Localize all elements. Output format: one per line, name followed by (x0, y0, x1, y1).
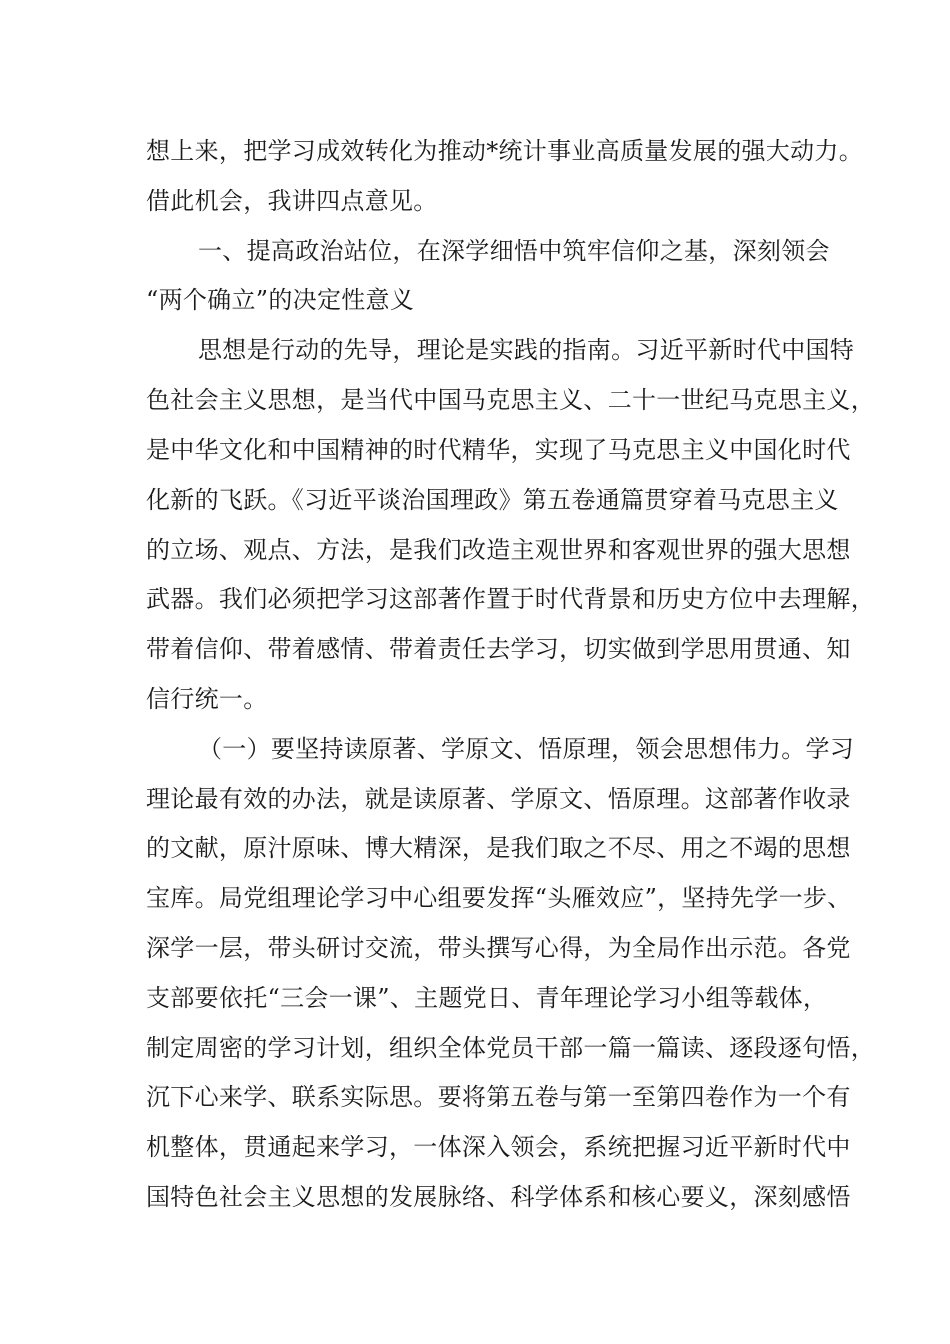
paragraph-line: 的立场、观点、方法，是我们改造主观世界和客观世界的强大思想 (146, 536, 851, 564)
paragraph-line: 思想是行动的先导，理论是实践的指南。习近平新时代中国特 (198, 336, 855, 364)
paragraph-line: 带着信仰、带着感情、带着责任去学习，切实做到学思用贯通、知 (146, 635, 851, 663)
paragraph-line: 理论最有效的办法，就是读原著、学原文、悟原理。这部著作收录 (146, 785, 851, 813)
paragraph-line: 的文献，原汁原味、博大精深，是我们取之不尽、用之不竭的思想 (146, 834, 851, 862)
paragraph-line: 深学一层，带头研讨交流，带头撰写心得，为全局作出示范。各党 (146, 934, 851, 962)
paragraph-line: 宝库。局党组理论学习中心组要发挥“头雁效应”，坚持先学一步、 (146, 884, 852, 912)
subsection-line: （一）要坚持读原著、学原文、悟原理，领会思想伟力。学习 (198, 735, 855, 763)
text-line: 想上来，把学习成效转化为推动*统计事业高质量发展的强大动力。 (146, 137, 863, 165)
paragraph-line: 化新的飞跃。《习近平谈治国理政》第五卷通篇贯穿着马克思主义 (146, 486, 839, 514)
paragraph-line: 色社会主义思想，是当代中国马克思主义、二十一世纪马克思主义， (146, 386, 875, 414)
paragraph-line: 沉下心来学、联系实际思。要将第五卷与第一至第四卷作为一个有 (146, 1083, 851, 1111)
section-heading: 一、提高政治站位，在深学细悟中筑牢信仰之基，深刻领会 (198, 237, 830, 265)
paragraph-line: 信行统一。 (146, 685, 268, 713)
paragraph-line: 是中华文化和中国精神的时代精华，实现了马克思主义中国化时代 (146, 436, 851, 464)
paragraph-line: 国特色社会主义思想的发展脉络、科学体系和核心要义，深刻感悟 (146, 1183, 851, 1211)
paragraph-line: 武器。我们必须把学习这部著作置于时代背景和历史方位中去理解， (146, 585, 875, 613)
text-line: 借此机会，我讲四点意见。 (146, 187, 438, 215)
section-heading: “两个确立”的决定性意义 (146, 286, 415, 314)
paragraph-line: 制定周密的学习计划，组织全体党员干部一篇一篇读、逐段逐句悟， (146, 1034, 875, 1062)
paragraph-line: 支部要依托“三会一课”、主题党日、青年理论学习小组等载体， (146, 984, 828, 1012)
paragraph-line: 机整体，贯通起来学习，一体深入领会，系统把握习近平新时代中 (146, 1133, 851, 1161)
